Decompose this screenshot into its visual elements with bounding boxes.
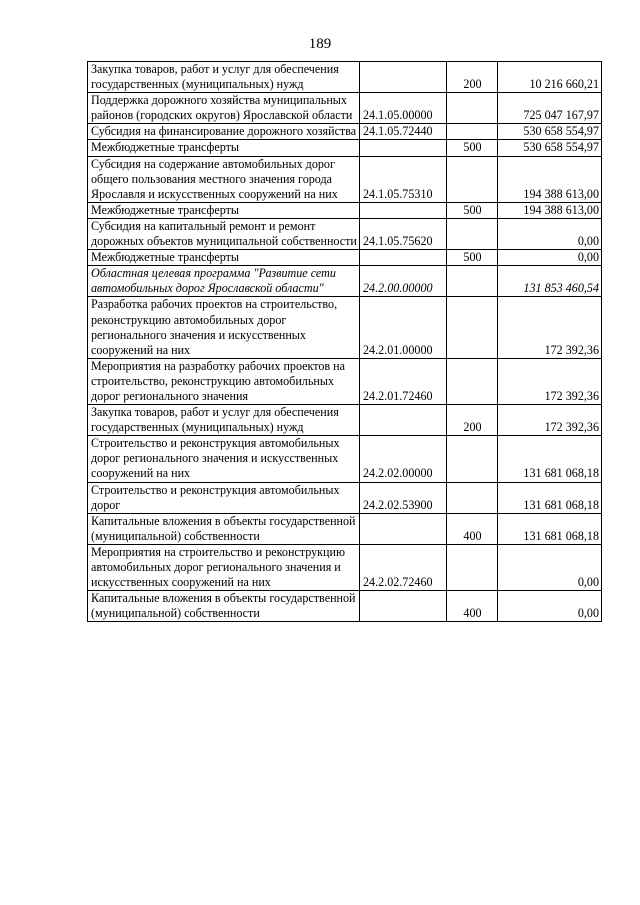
- row-sum-text: 131 681 068,18: [523, 528, 599, 543]
- row-code-text: 24.2.02.00000: [363, 466, 433, 481]
- row-type-cell: [447, 93, 498, 124]
- row-code-cell: [360, 156, 447, 202]
- row-code-cell: [360, 297, 447, 358]
- budget-table: [87, 61, 602, 622]
- row-sum-text: 0,00: [577, 234, 599, 249]
- row-name-cell: [88, 405, 360, 436]
- row-type-cell: [447, 266, 498, 297]
- table-row: [88, 124, 602, 140]
- row-type-cell: [447, 436, 498, 482]
- row-sum-cell: [498, 62, 602, 93]
- row-name-cell: [88, 591, 360, 622]
- row-code-text: 24.2.01.72460: [363, 388, 433, 403]
- row-type-cell: [447, 202, 498, 218]
- row-type-cell: [447, 297, 498, 358]
- row-type-text: 500: [463, 202, 482, 217]
- row-type-text: 400: [463, 606, 482, 621]
- table-row: [88, 544, 602, 590]
- row-name-text: Закупка товаров, работ и услуг для обеспечения государственных (муниципальных) нужд: [91, 405, 339, 435]
- row-name-cell: [88, 202, 360, 218]
- table-row: [88, 202, 602, 218]
- row-name-text: Закупка товаров, работ и услуг для обеспечения государственных (муниципальных) нужд: [91, 62, 339, 92]
- row-code-cell: [360, 124, 447, 140]
- row-code-cell: [360, 62, 447, 93]
- row-code-cell: [360, 140, 447, 156]
- row-code-cell: [360, 544, 447, 590]
- row-code-text: 24.1.05.00000: [363, 108, 433, 123]
- row-name-cell: [88, 544, 360, 590]
- row-code-text: 24.1.05.72440: [363, 124, 433, 139]
- row-type-cell: [447, 544, 498, 590]
- row-type-cell: [447, 218, 498, 249]
- row-type-cell: [447, 482, 498, 513]
- row-name-cell: [88, 436, 360, 482]
- row-type-cell: [447, 250, 498, 266]
- table-row: [88, 218, 602, 249]
- row-name-text: Строительство и реконструкция автомобильных дорог регионального значения и искусственных сооружений на них: [91, 436, 340, 481]
- row-code-cell: [360, 482, 447, 513]
- row-name-cell: [88, 218, 360, 249]
- row-name-cell: [88, 93, 360, 124]
- row-name-cell: [88, 250, 360, 266]
- row-name-text: Субсидия на капитальный ремонт и ремонт дорожных объектов муниципальной собственности: [91, 218, 357, 249]
- table-row: [88, 266, 602, 297]
- row-sum-cell: [498, 544, 602, 590]
- row-code-text: 24.2.02.53900: [363, 497, 433, 512]
- row-type-cell: [447, 140, 498, 156]
- table-row: [88, 297, 602, 358]
- row-sum-text: 131 853 460,54: [523, 281, 599, 296]
- table-row: [88, 93, 602, 124]
- row-type-text: 200: [463, 77, 482, 92]
- row-sum-text: 194 388 613,00: [523, 186, 599, 201]
- table-row: [88, 436, 602, 482]
- row-code-cell: [360, 218, 447, 249]
- row-code-cell: [360, 591, 447, 622]
- row-code-text: 24.1.05.75620: [363, 234, 433, 249]
- table-row: [88, 513, 602, 544]
- row-type-text: 400: [463, 528, 482, 543]
- row-sum-cell: [498, 124, 602, 140]
- row-type-cell: [447, 358, 498, 404]
- row-name-text: Мероприятия на строительство и реконструкцию автомобильных дорог регионального значения и искусственных сооружений на них: [91, 544, 346, 590]
- row-name-cell: [88, 482, 360, 513]
- row-code-cell: [360, 266, 447, 297]
- row-sum-cell: [498, 358, 602, 404]
- row-code-text: 24.1.05.75310: [363, 186, 433, 201]
- row-sum-text: 131 681 068,18: [523, 466, 599, 481]
- row-sum-text: 172 392,36: [544, 342, 599, 357]
- row-code-text: 24.2.00.00000: [363, 281, 433, 296]
- row-name-text: Областная целевая программа "Развитие сети автомобильных дорог Ярославской области": [91, 266, 336, 296]
- row-type-cell: [447, 591, 498, 622]
- table-row: [88, 156, 602, 202]
- row-type-cell: [447, 513, 498, 544]
- row-name-cell: [88, 297, 360, 358]
- row-sum-cell: [498, 591, 602, 622]
- row-name-cell: [88, 513, 360, 544]
- row-sum-cell: [498, 250, 602, 266]
- row-type-text: 200: [463, 420, 482, 435]
- row-name-text: Субсидия на финансирование дорожного хозяйства: [91, 124, 357, 139]
- row-type-cell: [447, 124, 498, 140]
- row-code-cell: [360, 250, 447, 266]
- row-name-text: Разработка рабочих проектов на строительство, реконструкцию автомобильных дорог регионального значения и искусственных сооружений на них: [91, 297, 338, 357]
- row-code-text: 24.2.01.00000: [363, 342, 433, 357]
- row-sum-cell: [498, 436, 602, 482]
- row-name-text: Межбюджетные трансферты: [91, 140, 240, 155]
- row-sum-cell: [498, 297, 602, 358]
- row-sum-text: 0,00: [577, 606, 599, 621]
- row-type-cell: [447, 405, 498, 436]
- row-sum-cell: [498, 202, 602, 218]
- row-sum-cell: [498, 405, 602, 436]
- row-sum-text: 0,00: [577, 250, 599, 265]
- row-sum-text: 194 388 613,00: [523, 202, 599, 217]
- row-name-text: Мероприятия на разработку рабочих проектов на строительство, реконструкцию автомобильных дорог регионального значения: [91, 358, 345, 403]
- row-sum-cell: [498, 93, 602, 124]
- row-sum-cell: [498, 140, 602, 156]
- row-name-cell: [88, 62, 360, 93]
- row-type-text: 500: [463, 250, 482, 265]
- row-sum-text: 131 681 068,18: [523, 497, 599, 512]
- table-row: [88, 250, 602, 266]
- row-sum-text: 530 658 554,97: [523, 140, 599, 155]
- row-name-cell: [88, 358, 360, 404]
- table-row: [88, 62, 602, 93]
- row-sum-cell: [498, 266, 602, 297]
- page-number: 189: [308, 36, 332, 52]
- row-sum-text: 10 216 660,21: [529, 77, 599, 92]
- row-name-cell: [88, 124, 360, 140]
- row-name-text: Поддержка дорожного хозяйства муниципальных районов (городских округов) Ярославской области: [91, 93, 353, 123]
- row-sum-text: 0,00: [577, 575, 599, 590]
- row-sum-text: 172 392,36: [544, 388, 599, 403]
- table-row: [88, 405, 602, 436]
- table-row: [88, 358, 602, 404]
- row-name-text: Субсидия на содержание автомобильных дорог общего пользования местного значения города Ярославля и искусственных сооружений на них: [91, 156, 338, 201]
- row-sum-cell: [498, 482, 602, 513]
- row-sum-cell: [498, 513, 602, 544]
- row-code-text: 24.2.02.72460: [363, 575, 433, 590]
- row-name-cell: [88, 156, 360, 202]
- row-sum-text: 530 658 554,97: [523, 124, 599, 139]
- row-type-text: 500: [463, 140, 482, 155]
- row-sum-text: 725 047 167,97: [523, 108, 599, 123]
- row-sum-text: 172 392,36: [544, 420, 599, 435]
- row-type-cell: [447, 62, 498, 93]
- row-code-cell: [360, 358, 447, 404]
- row-code-cell: [360, 513, 447, 544]
- table-row: [88, 140, 602, 156]
- table-row: [88, 591, 602, 622]
- row-code-cell: [360, 93, 447, 124]
- row-name-text: Межбюджетные трансферты: [91, 250, 240, 265]
- row-code-cell: [360, 436, 447, 482]
- row-sum-cell: [498, 218, 602, 249]
- row-sum-cell: [498, 156, 602, 202]
- row-name-text: Строительство и реконструкция автомобильных дорог: [91, 482, 340, 512]
- row-name-text: Капитальные вложения в объекты государственной (муниципальной) собственности: [91, 513, 356, 543]
- row-name-text: Межбюджетные трансферты: [91, 202, 240, 217]
- row-code-cell: [360, 405, 447, 436]
- row-name-cell: [88, 140, 360, 156]
- row-name-text: Капитальные вложения в объекты государственной (муниципальной) собственности: [91, 591, 356, 621]
- row-code-cell: [360, 202, 447, 218]
- table-row: [88, 482, 602, 513]
- row-name-cell: [88, 266, 360, 297]
- row-type-cell: [447, 156, 498, 202]
